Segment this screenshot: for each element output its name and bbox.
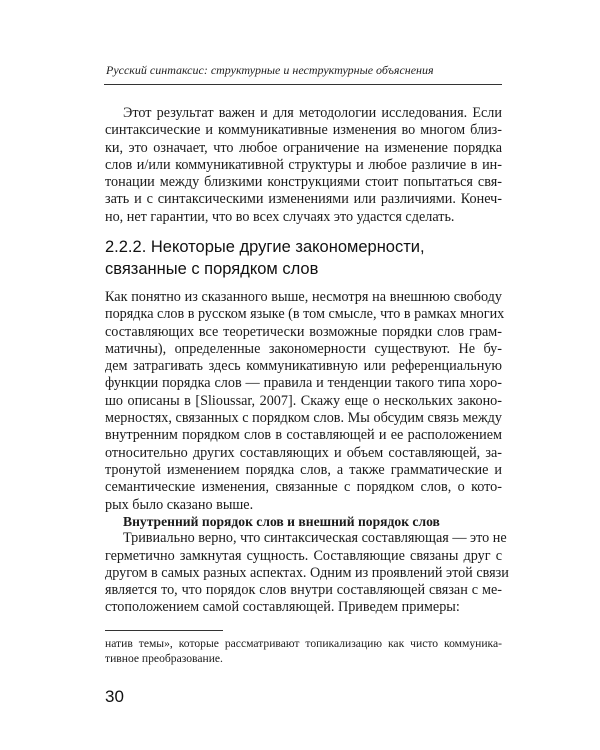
text-line: стоположением самой составляющей. Приведем примеры: xyxy=(105,599,460,616)
header-divider xyxy=(104,84,502,85)
text-line: другом в самых разных аспектах. Одним из проявлений этой связи xyxy=(105,564,509,581)
footnote-line: натив темы», которые рассматривают топикализацию как чисто коммуника- xyxy=(105,637,502,650)
text-line: является то, что порядок слов внутри составляющей связан с ме- xyxy=(105,582,502,599)
section-heading-line-2: связанные с порядком слов xyxy=(105,260,319,278)
text-line: дем затрагивать здесь коммуникативную или референциальную xyxy=(105,358,502,375)
footnote xyxy=(105,636,502,666)
text-line: тронутой изменением порядка слов, а также грамматические и xyxy=(105,461,502,478)
subheading: Внутренний порядок слов и внешний порядок слов xyxy=(123,514,440,529)
text-line: мерностях, связанных с порядком слов. Мы обсудим связь между xyxy=(105,410,502,427)
text-line: тонации между близкими конструкциями стоит попытаться свя- xyxy=(105,174,502,191)
text-line: Тривиально верно, что синтаксическая составляющая — это не xyxy=(123,530,507,547)
section-heading-line-1: 2.2.2. Некоторые другие закономерности, xyxy=(105,238,425,256)
text-line: функции порядка слов — правила и тенденции такого типа хоро- xyxy=(105,375,502,392)
paragraph-3 xyxy=(105,513,509,617)
text-line: слов и/или коммуникативной структуры и любое различие в ин- xyxy=(105,156,502,173)
text-line: но, нет гарантии, что во всех случаях это удастся сделать. xyxy=(105,208,455,225)
text-line: порядка слов в русском языке (в том смысле, что в рамках многих xyxy=(105,306,505,323)
text-line: шо описаны в [Slioussar, 2007]. Скажу еще о нескольких законо- xyxy=(105,392,502,409)
text-line: Как понятно из сказанного выше, несмотря на внешнюю свободу xyxy=(105,289,502,305)
footnote-line: тивное преобразование. xyxy=(105,652,223,665)
running-head: Русский синтаксис: структурные и неструктурные объяснения xyxy=(106,63,434,77)
footnote-divider xyxy=(105,630,223,631)
text-line: синтаксические и коммуникативные изменения во многом близ- xyxy=(105,122,502,139)
text-line: герметично замкнутая сущность. Составляющие связаны друг с xyxy=(105,547,502,564)
text-line: ки, это означает, что любое ограничение на изменение порядка xyxy=(105,139,502,156)
text-line: рых было сказано выше. xyxy=(105,496,254,513)
text-line: составляющих все теоретически возможные порядки слов грам- xyxy=(105,323,502,340)
section-heading xyxy=(105,236,425,280)
page-number: 30 xyxy=(105,687,124,706)
paragraph-2 xyxy=(105,289,505,514)
text-line: матичны), определенные закономерности существуют. Не бу- xyxy=(105,340,502,357)
text-line: относительно других составляющих и объем составляющей, за- xyxy=(105,444,502,461)
paragraph-1 xyxy=(105,105,502,226)
text-line: семантические изменения, связанные с порядком слов, о кото- xyxy=(105,479,502,496)
text-line: внутренним порядком слов в составляющей и ее расположением xyxy=(105,427,502,444)
text-line: Этот результат важен и для методологии исследования. Если xyxy=(123,105,502,121)
text-line: зать и с синтаксическими изменениями или различиями. Конеч- xyxy=(105,191,502,208)
